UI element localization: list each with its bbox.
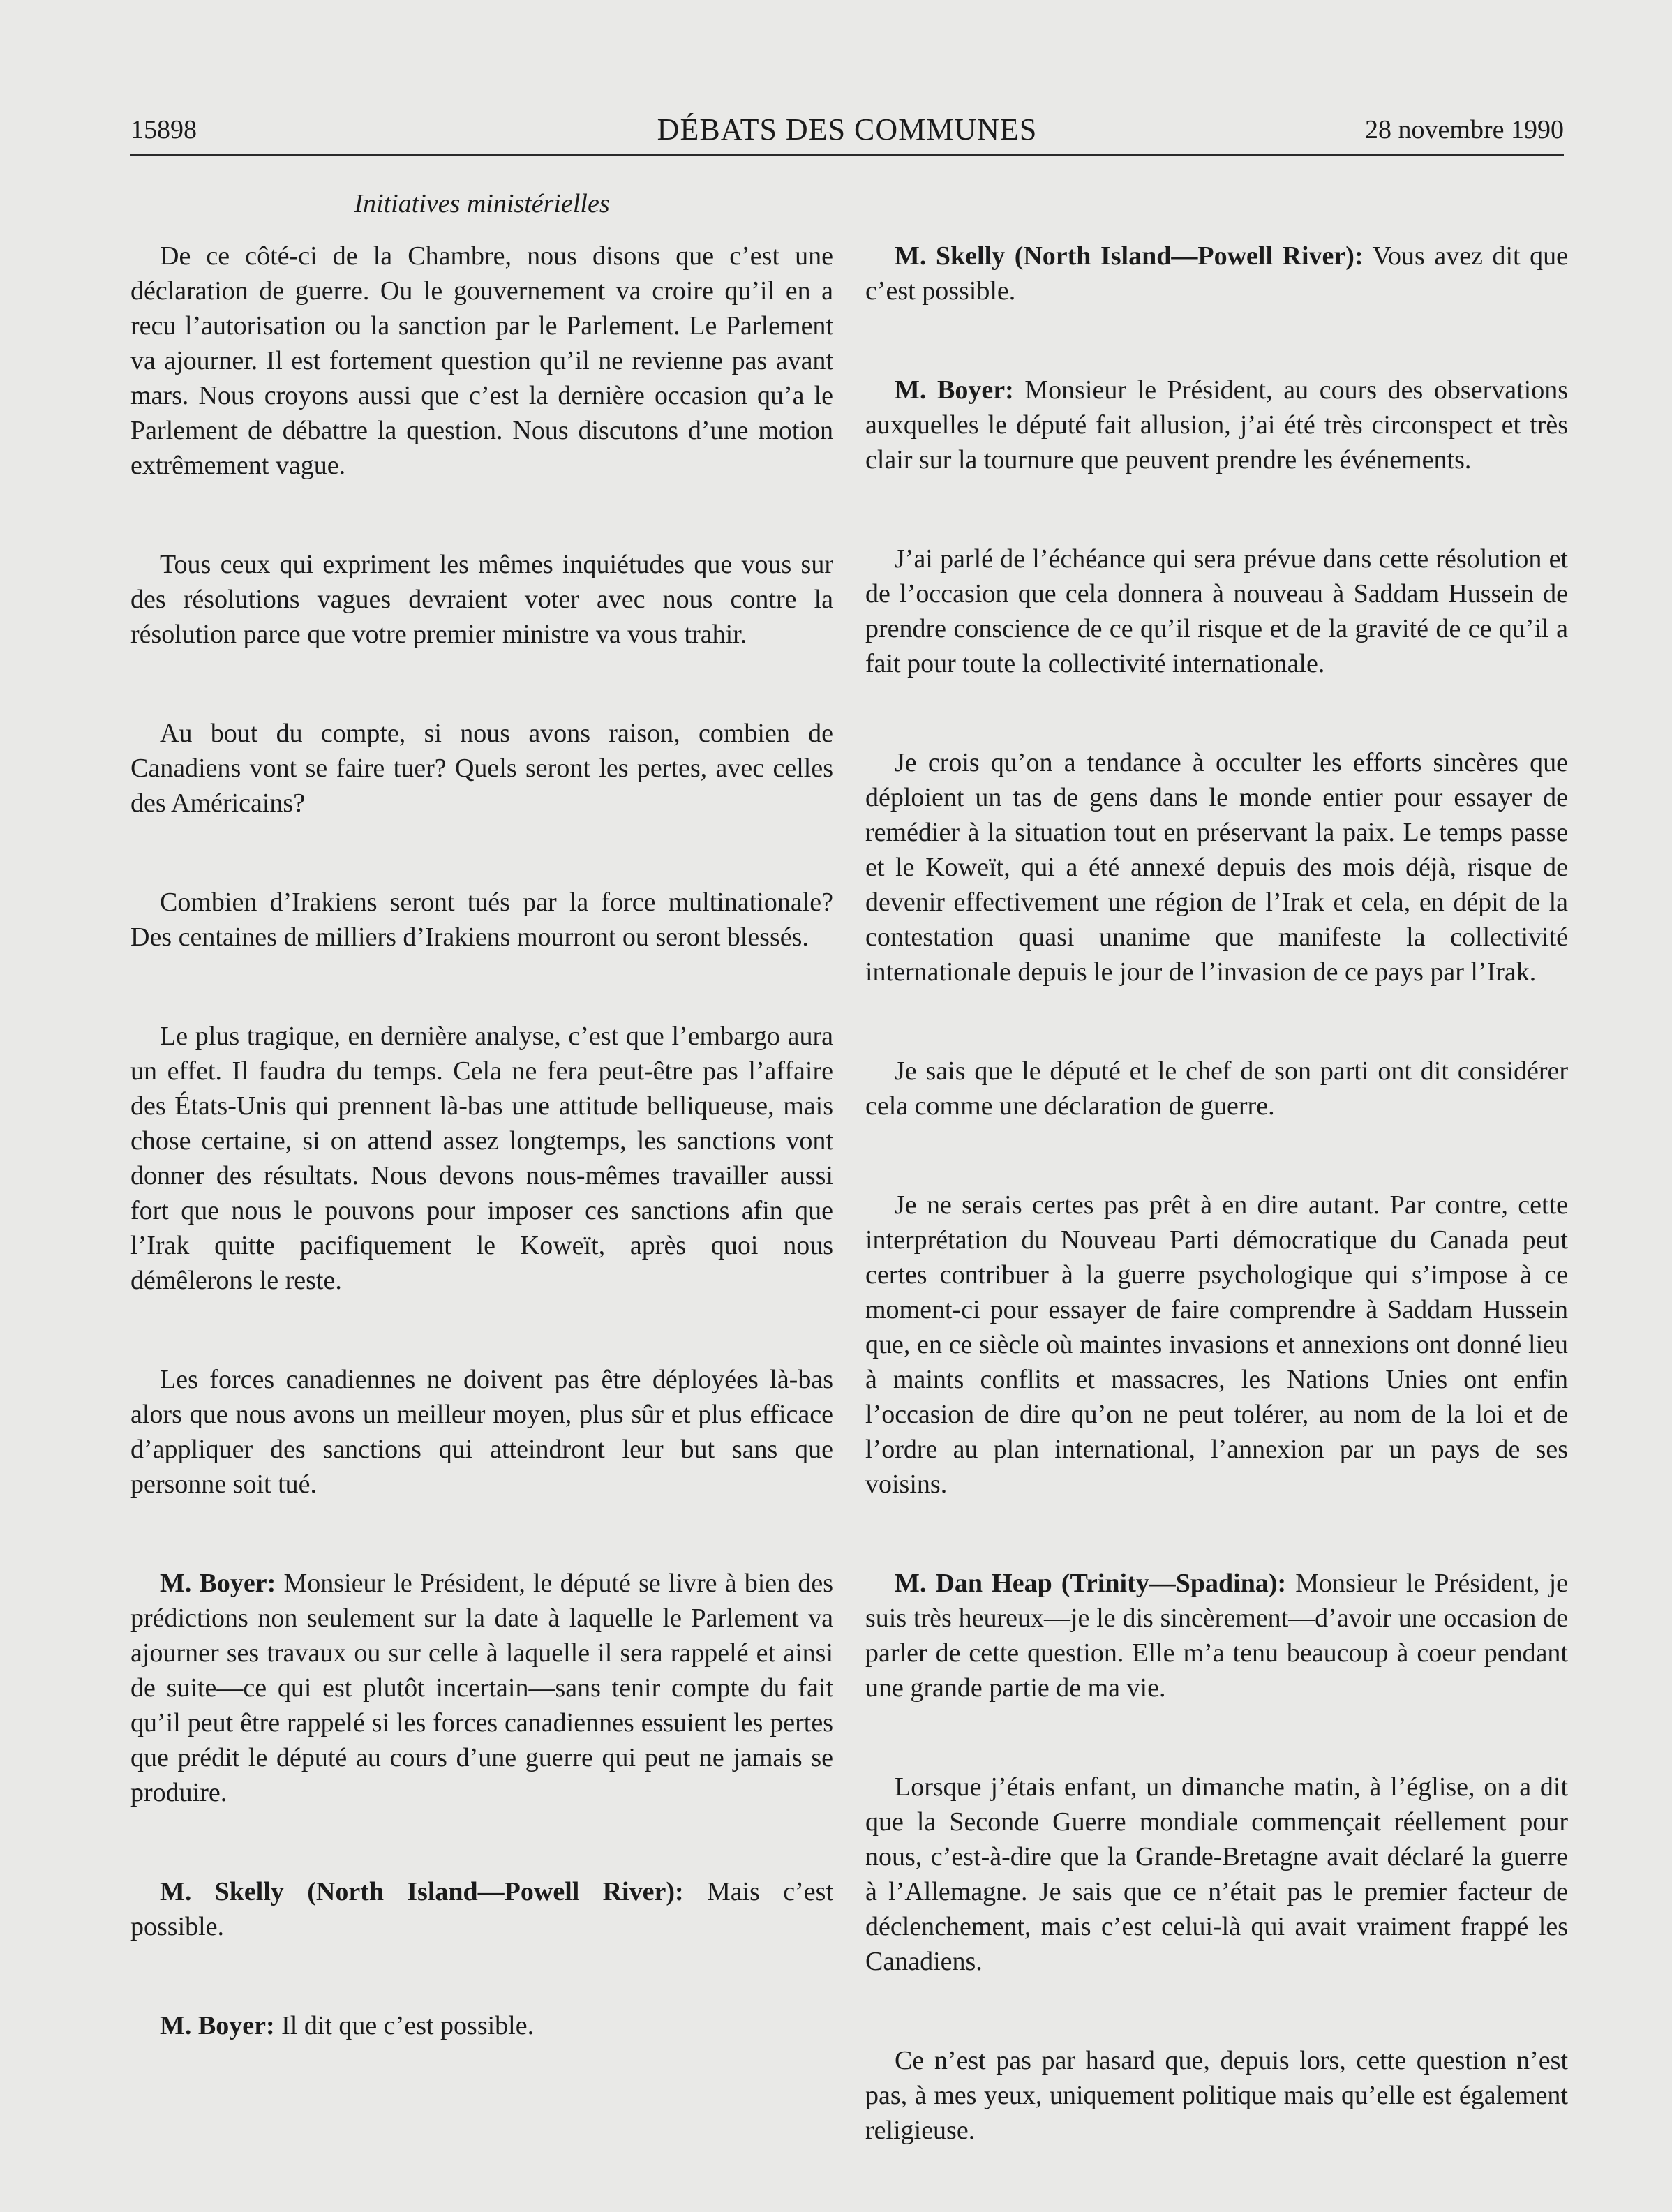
paragraph-text: Ce n’est pas par hasard que, depuis lors, cette question n’est pas, à mes yeux, uniquement politique mais qu’elle est également religieuse.	[865, 2046, 1568, 2145]
paragraph-text: Les forces canadiennes ne doivent pas être déployées là-bas alors que nous avons un meilleur moyen, plus sûr et plus efficace d’appliquer des sanctions qui atteindront leur but sans que personne soit tué.	[130, 1365, 833, 1499]
paragraph-text: Combien d’Irakiens seront tués par la force multinationale? Des centaines de milliers d’Irakiens mourront ou seront blessés.	[130, 888, 833, 952]
paragraph-text: Monsieur le Président, au cours des observations auxquelles le député fait allusion, j’ai été très circonspect et très clair sur la tournure que peuvent prendre les événements.	[865, 375, 1568, 474]
paragraph-text: Je ne serais certes pas prêt à en dire autant. Par contre, cette interprétation du Nouveau Parti démocratique du Canada peut certes contribuer à la guerre psychologique qui s’impose à ce moment-ci pour essayer de faire comprendre à Saddam Hussein que, en ce siècle où maintes invasions et annexions ont donné lieu à maints conflits et massacres, les Nations Unies ont enfin l’occasion de dire qu’on ne peut tolérer, au nom de la loi et de l’ordre au plan international, l’annexion par un pays de ses voisins.	[865, 1190, 1568, 1499]
speaker-name: M. Boyer:	[160, 1569, 276, 1598]
paragraph	[130, 1874, 833, 1944]
right-column	[865, 239, 1568, 2212]
page-number: 15898	[130, 115, 197, 144]
paragraph	[865, 1566, 1568, 1705]
paragraph-text: Le plus tragique, en dernière analyse, c’est que l’embargo aura un effet. Il faudra du temps. Cela ne fera peut-être pas l’affaire des États-Unis qui prennent là-bas une attitude belliqueuse, mais chose certaine, si on attend assez longtemps, les sanctions vont donner des résultats. Nous devons nous-mêmes travailler aussi fort que nous le pouvons pour imposer ces sanctions afin que l’Irak quitte pacifiquement le Koweït, après quoi nous démêlerons le reste.	[130, 1022, 833, 1295]
paragraph	[130, 716, 833, 821]
paragraph-text: Mais c’est possible.	[130, 1877, 834, 1941]
speaker-name: M. Boyer:	[160, 2011, 275, 2040]
paragraph-text: Au bout du compte, si nous avons raison, combien de Canadiens vont se faire tuer? Quels seront les pertes, avec celles des Américains?	[130, 719, 833, 818]
paragraph	[130, 547, 833, 652]
speaker-name: M. Skelly (North Island—Powell River):	[160, 1877, 684, 1906]
paragraph-text: Tous ceux qui expriment les mêmes inquiétudes que vous sur des résolutions vagues devraient voter avec nous contre la résolution parce que votre premier ministre va vous trahir.	[130, 550, 833, 649]
paragraph-text: Il dit que c’est possible.	[281, 2011, 535, 2040]
paragraph	[865, 1188, 1568, 1502]
paragraph	[130, 885, 833, 955]
paragraph-text: Monsieur le Président, je suis très heureux—je le dis sincèrement—d’avoir une occasion de parler de cette question. Elle m’a tenu beaucoup à coeur pendant une grande partie de ma vie.	[865, 1569, 1568, 1703]
paragraph-text: Vous avez dit que c’est possible.	[865, 241, 1568, 306]
publication-date: 28 novembre 1990	[1365, 115, 1564, 144]
speaker-name: M. Boyer:	[895, 375, 1014, 405]
paragraph	[865, 1054, 1568, 1123]
left-column	[130, 239, 833, 2107]
paragraph	[865, 1770, 1568, 1979]
paragraph-text: J’ai parlé de l’échéance qui sera prévue dans cette résolution et de l’occasion que cela donnera à nouveau à Saddam Hussein de prendre conscience de ce qu’il risque et de la gravité de ce qu’il a fait pour toute la collectivité internationale.	[865, 544, 1568, 678]
paragraph	[865, 239, 1568, 308]
speaker-name: M. Skelly (North Island—Powell River):	[895, 241, 1364, 271]
paragraph	[130, 1019, 833, 1298]
publication-title: DÉBATS DES COMMUNES	[657, 112, 1038, 147]
paragraph	[865, 745, 1568, 989]
speaker-name: M. Dan Heap (Trinity—Spadina):	[895, 1569, 1287, 1598]
paragraph	[130, 239, 833, 483]
paragraph-text: Je sais que le député et le chef de son parti ont dit considérer cela comme une déclaration de guerre.	[865, 1056, 1568, 1121]
paragraph	[130, 2008, 833, 2043]
section-title: Initiatives ministérielles	[354, 189, 610, 218]
paragraph	[865, 541, 1568, 681]
paragraph	[865, 2043, 1568, 2148]
paragraph-text: Je crois qu’on a tendance à occulter les efforts sincères que déploient un tas de gens dans le monde entier pour essayer de remédier à la situation tout en préservant la paix. Le temps passe et le Koweït, qui a été annexé depuis des mois déjà, risque de devenir effectivement une région de l’Irak et cela, en dépit de la contestation quasi unanime que manifeste la collectivité internationale depuis le jour de l’invasion de ce pays par l’Irak.	[865, 748, 1568, 987]
paragraph-text: De ce côté-ci de la Chambre, nous disons que c’est une déclaration de guerre. Ou le gouvernement va croire qu’il en a recu l’autorisation ou la sanction par le Parlement. Le Parlement va ajourner. Il est fortement question qu’il ne revienne pas avant mars. Nous croyons aussi que c’est la dernière occasion qu’a le Parlement de débattre la question. Nous discutons d’une motion extrêmement vague.	[130, 241, 833, 480]
page-header	[130, 112, 1564, 156]
paragraph	[865, 373, 1568, 477]
paragraph	[130, 1566, 833, 1810]
paragraph	[130, 1362, 833, 1502]
paragraph-text: Lorsque j’étais enfant, un dimanche matin, à l’église, on a dit que la Seconde Guerre mondiale commençait réellement pour nous, c’est-à-dire que la Grande-Bretagne avait déclaré la guerre à l’Allemagne. Je sais que ce n’était pas le premier facteur de déclenchement, mais c’est celui-là qui avait vraiment frappé les Canadiens.	[865, 1772, 1568, 1976]
paragraph-text: Monsieur le Président, le député se livre à bien des prédictions non seulement sur la date à laquelle le Parlement va ajourner ses travaux ou sur celle à laquelle il sera rappelé et ainsi de suite—ce qui est plutôt incertain—sans tenir compte du fait qu’il peut être rappelé si les forces canadiennes essuient les pertes que prédit le député au cours d’une guerre qui peut ne jamais se produire.	[130, 1569, 834, 1807]
